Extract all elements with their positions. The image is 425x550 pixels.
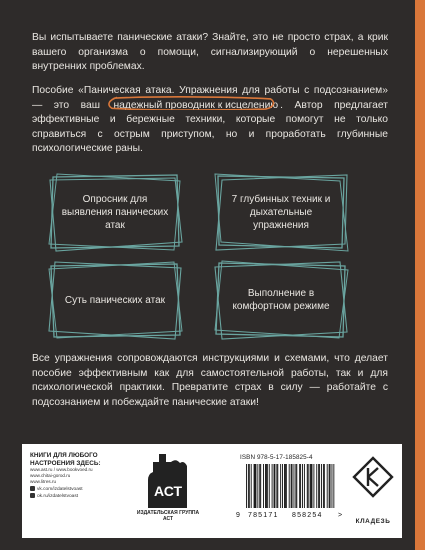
- barcode-bar: [267, 464, 268, 508]
- ast-logo-icon: [144, 450, 192, 510]
- description-text-before: Пособие «Паническая атака. Упражнения для работы с подсознанием» — это ваш: [32, 85, 388, 111]
- closing-paragraph: Все упражнения сопровождаются инструкциями и схемами, что делает пособие эффективным как для самостоятельной работы, так и для психологической практики. Превратите страх в силу — работайте с подсознанием и побеждайте панические атаки!: [32, 353, 388, 408]
- feature-text: Выполнение в комфортном режиме: [232, 288, 330, 312]
- barcode-digit-prefix: 9: [236, 512, 240, 519]
- spine-strip: [415, 0, 425, 550]
- barcode-bar: [304, 464, 305, 508]
- description-text-after: . Автор предлагает эффективные и бережные техники, которые помогут не только справиться с острым приступом, но и проработать глубинные психологические раны.: [32, 99, 389, 154]
- stores-heading: КНИГИ ДЛЯ ЛЮБОГО НАСТРОЕНИЯ ЗДЕСЬ:: [30, 452, 101, 467]
- barcode-bar: [259, 464, 260, 508]
- barcode-bar: [276, 464, 277, 508]
- barcode-bar: [277, 464, 278, 508]
- highlighted-phrase: [111, 99, 280, 114]
- barcode-bar: [272, 464, 273, 508]
- store-link[interactable]: www.litres.ru: [30, 479, 57, 485]
- vk-icon: [30, 486, 35, 491]
- barcode-bar: [249, 464, 250, 508]
- barcode-bar: [260, 464, 261, 508]
- barcode-bar: [254, 464, 255, 508]
- feature-text: 7 глубинных техник и дыхательные упражнения: [231, 193, 331, 231]
- kladez-logo-icon: [350, 454, 396, 514]
- barcode-bar: [312, 464, 313, 508]
- barcode-bar: [300, 464, 301, 508]
- barcode-chevron-icon: >: [338, 512, 343, 519]
- barcode-bar: [329, 464, 330, 508]
- barcode-bar: [299, 464, 300, 508]
- barcode-bar: [296, 464, 297, 508]
- barcode-bar: [318, 464, 319, 508]
- barcode-bar: [265, 464, 266, 508]
- barcode-bar: [302, 464, 303, 508]
- feature-box-essence: [47, 260, 183, 340]
- barcode-bar: [255, 464, 256, 508]
- barcode-bar: [321, 464, 322, 508]
- barcode-bar: [332, 464, 333, 508]
- barcode-bar: [284, 464, 285, 508]
- social-link-text: vk.com/izdatelstvoast: [37, 486, 83, 492]
- highlight-text: надежный проводник к исцелению: [113, 99, 279, 111]
- barcode-bar: [282, 464, 283, 508]
- barcode-bar: [292, 464, 293, 508]
- barcode: [236, 463, 346, 519]
- barcode-digits-right: 858254: [292, 512, 323, 519]
- barcode-bar: [319, 464, 320, 508]
- social-link-text: ok.ru/izdatelstvoast: [37, 494, 79, 500]
- feature-box-comfort: [213, 260, 349, 340]
- description-paragraph: [32, 84, 388, 157]
- barcode-bar: [324, 464, 325, 508]
- barcode-bar: [291, 464, 292, 508]
- barcode-bar: [308, 464, 309, 508]
- feature-box-questionnaire: [47, 172, 183, 252]
- barcode-digits-left: 785171: [248, 512, 279, 519]
- barcode-bar: [330, 464, 331, 508]
- ast-logo-text: АСТ: [153, 483, 183, 499]
- barcode-bar: [248, 464, 249, 508]
- store-links: [30, 452, 130, 500]
- isbn-label: ISBN 978-5-17-185825-4: [240, 454, 313, 461]
- barcode-bar: [310, 464, 311, 508]
- barcode-bar: [289, 464, 290, 508]
- barcode-bar: [263, 464, 264, 508]
- store-link[interactable]: www.chitai-gorod.ru: [30, 473, 71, 479]
- barcode-bar: [323, 464, 324, 508]
- barcode-bar: [275, 464, 276, 508]
- barcode-bar: [333, 464, 334, 508]
- intro-paragraph: Вы испытываете панические атаки? Знайте, это не просто страх, а крик вашего организма о помощи, сигнализирующий о нерешенных внутренних проблемах.: [32, 32, 388, 72]
- social-link-vk[interactable]: [30, 486, 130, 493]
- barcode-bar: [285, 464, 286, 508]
- barcode-bar: [316, 464, 317, 508]
- feature-box-techniques: [213, 172, 349, 252]
- barcode-bar: [313, 464, 314, 508]
- barcode-bar: [269, 464, 270, 508]
- store-link[interactable]: www.ast.ru / www.bookvoed.ru: [30, 467, 93, 472]
- highlight-ring: [107, 96, 279, 111]
- barcode-bar: [280, 464, 281, 508]
- barcode-bar: [266, 464, 267, 508]
- publisher-caption: ИЗДАТЕЛЬСКАЯ ГРУППА АСТ: [136, 510, 200, 522]
- footer-panel: [22, 444, 402, 538]
- barcode-bar: [286, 464, 287, 508]
- feature-text: Суть панических атак: [64, 294, 166, 306]
- kladez-brand-name: КЛАДЕЗЬ: [355, 518, 391, 525]
- barcode-bar: [294, 464, 295, 508]
- feature-text: Опросник для выявления панических атак: [61, 193, 169, 231]
- barcode-bar: [307, 464, 308, 508]
- social-link-ok[interactable]: [30, 493, 130, 500]
- ok-icon: [30, 493, 35, 498]
- barcode-bar: [311, 464, 312, 508]
- barcode-bar: [257, 464, 258, 508]
- barcode-bar: [251, 464, 252, 508]
- barcode-bar: [256, 464, 257, 508]
- barcode-bar: [274, 464, 275, 508]
- barcode-bar: [327, 464, 328, 508]
- barcode-bar: [295, 464, 296, 508]
- barcode-bar: [246, 464, 247, 508]
